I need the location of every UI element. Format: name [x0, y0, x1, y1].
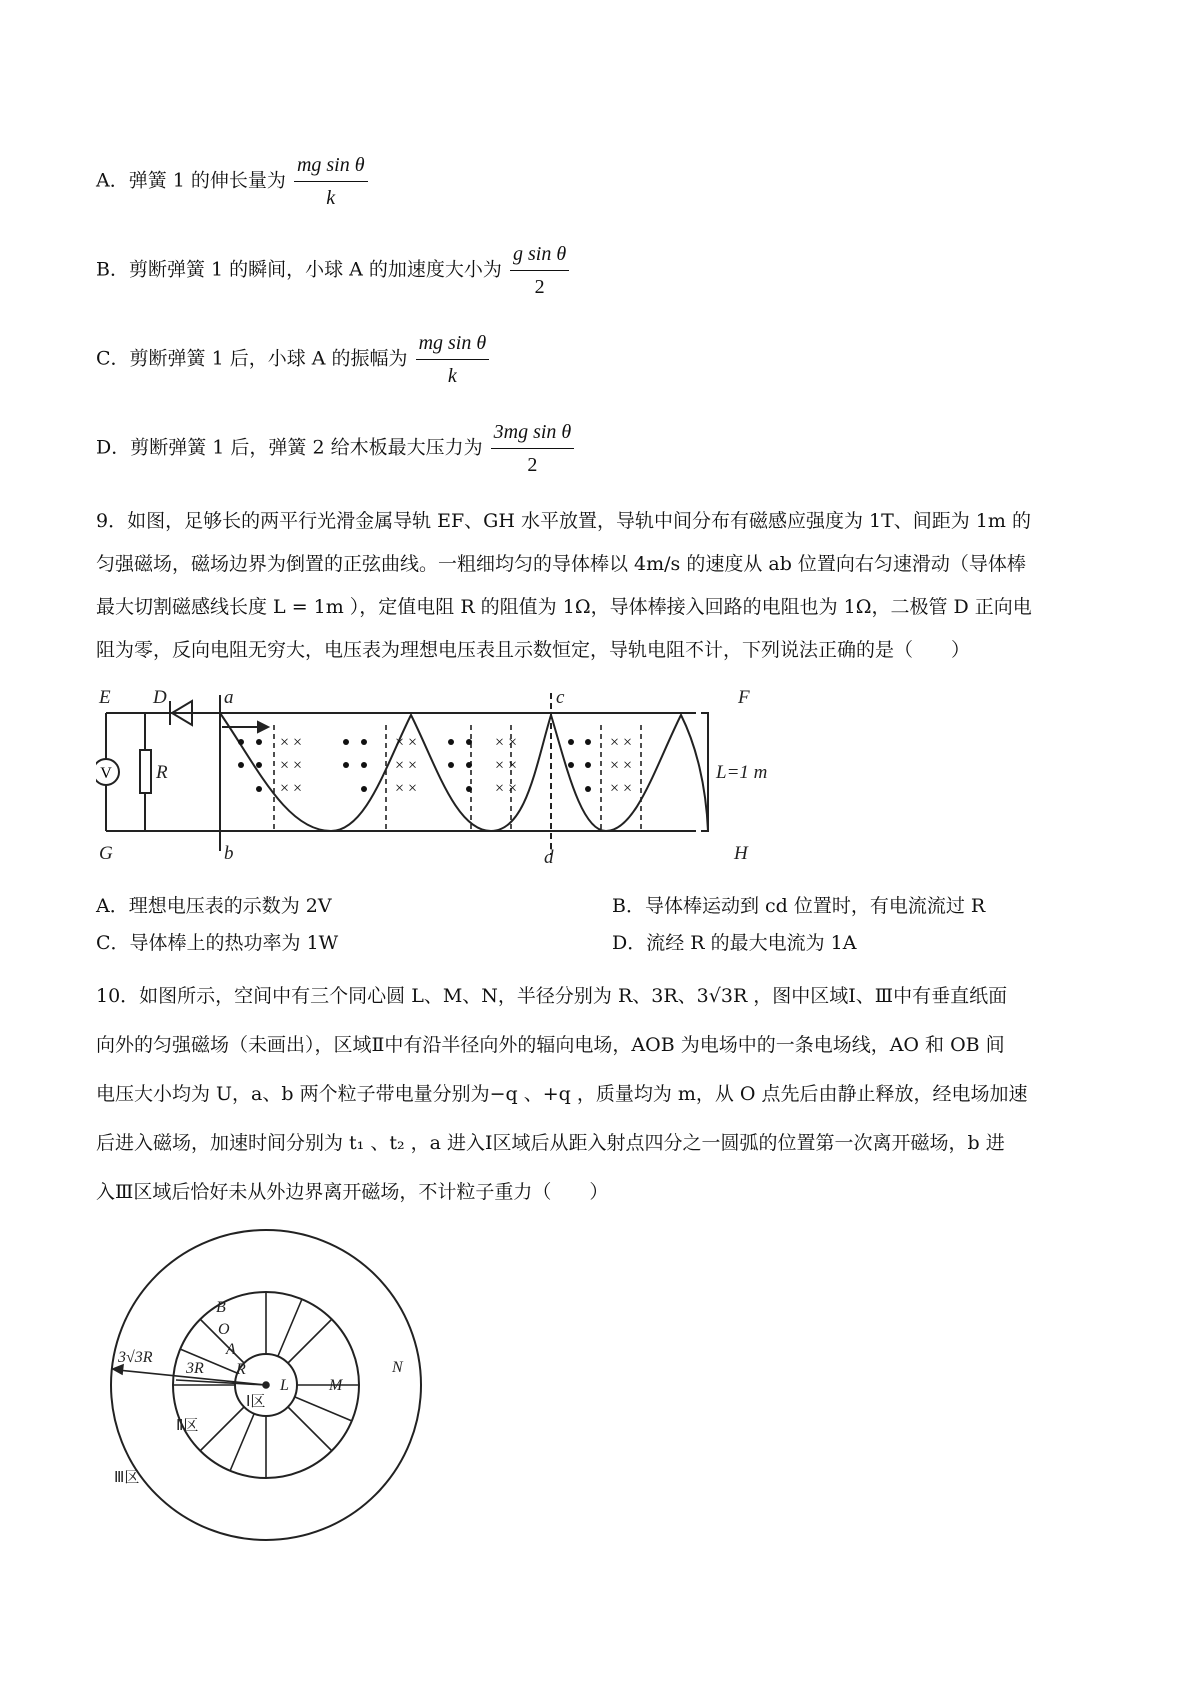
field-in-crosses [280, 734, 632, 797]
label-d-lower: d [544, 847, 554, 868]
q8-option-c: C．剪断弹簧 1 后，小球 A 的振幅为 $\frac{\text{mg sin θ}}{k}$ [96, 330, 489, 389]
svg-text:× ×: × × [609, 757, 633, 774]
svg-text:× ×: × × [394, 780, 418, 797]
q9-option-d: D．流经 R 的最大电流为 1A [612, 932, 857, 954]
label-o: O [218, 1321, 230, 1338]
svg-text:× ×: × × [609, 734, 633, 751]
velocity-arrow-icon [222, 722, 268, 732]
label-3r: 3R [186, 1360, 204, 1377]
label-b: b [224, 843, 234, 864]
svg-text:× ×: × × [609, 780, 633, 797]
label-zone1: Ⅰ区 [246, 1394, 266, 1410]
label-c: c [556, 687, 565, 708]
label-a: a [224, 687, 234, 708]
q10-stem-line: 向外的匀强磁场（未画出），区域Ⅱ中有沿半径向外的辐向电场，AOB 为电场中的一条电场线，AO 和 OB 间 [96, 1034, 1005, 1056]
label-l: L [280, 1377, 289, 1394]
fraction: $\frac{\text{3mg sin θ}}{2}$ [491, 419, 575, 478]
q9-stem-line: 匀强磁场，磁场边界为倒置的正弦曲线。一粗细均匀的导体棒以 4m/s 的速度从 ab 位置向右匀速滑动（导体棒 [96, 553, 1026, 575]
voltmeter-icon [96, 759, 119, 785]
label-f: F [738, 687, 750, 708]
svg-text:× ×: × × [494, 734, 518, 751]
q9-stem-line: 阻为零，反向电阻无穷大，电压表为理想电压表且示数恒定，导轨电阻不计，下列说法正确的是（ ） [96, 639, 971, 661]
label-l: L=1 m [716, 762, 768, 783]
label-3root3r: 3√3R [118, 1349, 153, 1366]
q9-stem [96, 500, 1108, 672]
label-zone2: Ⅱ区 [176, 1418, 199, 1434]
q8-option-a: A．弹簧 1 的伸长量为 $\frac{\text{mg sin θ}}{k}$ [96, 152, 368, 211]
q8-option-b: B．剪断弹簧 1 的瞬间，小球 A 的加速度大小为 $\frac{\text{g sin θ}}{2}$ [96, 241, 569, 300]
q9-stem-line: 9．如图，足够长的两平行光滑金属导轨 EF、GH 水平放置，导轨中间分布有磁感应强度为 1T、间距为 1m 的 [96, 510, 1031, 532]
fraction: $\frac{\text{mg sin θ}}{k}$ [294, 152, 368, 211]
svg-text:× ×: × × [394, 734, 418, 751]
label-m: M [329, 1377, 343, 1394]
label-r: R [156, 762, 168, 783]
q10-stem-line: 10．如图所示，空间中有三个同心圆 L、M、N，半径分别为 R、3R、3√3R ，图中区域Ⅰ、Ⅲ中有垂直纸面 [96, 985, 1008, 1007]
q9-option-b: B．导体棒运动到 cd 位置时，有电流流过 R [612, 895, 986, 917]
label-n: N [392, 1359, 403, 1376]
q9-option-a: A．理想电压表的示数为 2V [96, 895, 332, 917]
label-zone3: Ⅲ区 [114, 1470, 140, 1486]
q10-stem-line: 入Ⅲ区域后恰好未从外边界离开磁场，不计粒子重力（ ） [96, 1181, 609, 1203]
q10-stem [96, 972, 1108, 1217]
q9-circuit-figure [96, 685, 796, 870]
q8-option-d: D．剪断弹簧 1 后，弹簧 2 给木板最大压力为 $\frac{\text{3mg sin θ}}{2}$ [96, 419, 574, 478]
svg-text:× ×: × × [279, 734, 303, 751]
svg-text:× ×: × × [494, 780, 518, 797]
label-b: B [216, 1299, 226, 1316]
label-d: D [153, 687, 167, 708]
label-h: H [734, 843, 748, 864]
resistor-icon [140, 750, 151, 793]
svg-text:× ×: × × [279, 780, 303, 797]
voltmeter-label: V [100, 765, 112, 782]
label-a: A [226, 1341, 236, 1358]
label-g: G [99, 843, 113, 864]
q9-stem-line: 最大切割磁感线长度 L = 1m ），定值电阻 R 的阻值为 1Ω，导体棒接入回路的电阻也为 1Ω，二极管 D 正向电 [96, 596, 1032, 618]
svg-text:× ×: × × [394, 757, 418, 774]
q10-stem-line: 电压大小均为 U，a、b 两个粒子带电量分别为−q 、+q ，质量均为 m，从 O 点先后由静止释放，经电场加速 [96, 1083, 1028, 1105]
svg-text:× ×: × × [494, 757, 518, 774]
label-r: R [236, 1361, 246, 1378]
fraction: $\frac{\text{mg sin θ}}{k}$ [416, 330, 490, 389]
fraction: $\frac{\text{g sin θ}}{2}$ [510, 241, 569, 300]
label-e: E [99, 687, 111, 708]
q10-stem-line: 后进入磁场，加速时间分别为 t₁ 、t₂ ，a 进入Ⅰ区域后从距入射点四分之一圆弧的位置第一次离开磁场，b 进 [96, 1132, 1005, 1154]
q9-option-c: C．导体棒上的热功率为 1W [96, 932, 339, 954]
field-boundary-curve [331, 715, 708, 831]
q10-concentric-figure [96, 1220, 456, 1555]
svg-text:× ×: × × [279, 757, 303, 774]
